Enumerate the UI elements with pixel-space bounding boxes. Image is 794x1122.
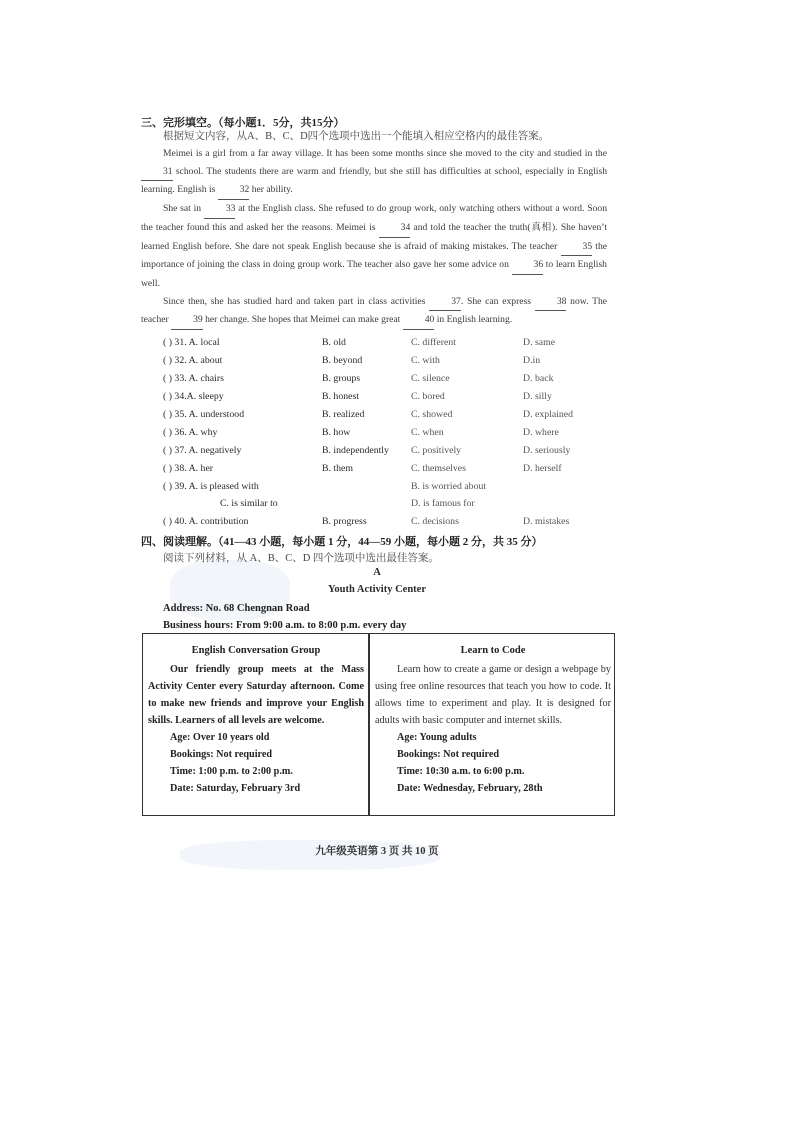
option-cell: B. honest [322, 391, 360, 402]
option-cell: D. is famous for [411, 498, 475, 509]
blank-number: 33 [204, 200, 236, 219]
passage-text: to learn English well. [141, 259, 607, 289]
option-row [163, 481, 603, 498]
option-cell: ( ) 36. A. why [163, 427, 218, 438]
passage-text: at the English class. She refused to do group work, only watching others without a word. Soon the teacher found this and asked her the reasons. Meimei is [141, 203, 607, 233]
option-row [163, 409, 603, 426]
passage-text: Meimei is a girl from a far away village. It has been some months since she moved to the city and studied in the [163, 148, 607, 159]
option-cell: B. beyond [322, 355, 363, 366]
section-3-instruction: 根据短文内容，从A、B、C、D四个选项中选出一个能填入相应空格内的最佳答案。 [163, 131, 550, 142]
english-conversation-body: Our friendly group meets at the Mass Activity Center every Saturday afternoon. Come to make new friends and improve your English skills. Learners of all levels are welcome. [148, 664, 364, 726]
option-row [163, 498, 603, 515]
passage-paragraph [141, 200, 607, 293]
address: Address: No. 68 Chengnan Road [163, 603, 310, 614]
learn-to-code-time: Time: 10:30 a.m. to 6:00 p.m. [397, 766, 525, 777]
option-row [163, 373, 603, 390]
business-hours: Business hours: From 9:00 a.m. to 8:00 p.m. every day [163, 620, 407, 631]
option-row [163, 391, 603, 408]
blank-number: 40 [403, 311, 435, 330]
section-4-instruction: 阅读下列材料，从 A、B、C、D 四个选项中选出最佳答案。 [163, 553, 439, 564]
option-cell: C. bored [411, 391, 445, 402]
blank-number: 37 [429, 293, 461, 312]
option-cell: B. groups [322, 373, 361, 384]
learn-to-code-column [375, 642, 611, 797]
blank-number: 34 [379, 219, 411, 238]
option-cell: B. old [322, 337, 346, 348]
blank-number: 35 [561, 238, 593, 257]
option-cell: C. with [411, 355, 440, 366]
option-cell: B. them [322, 463, 354, 474]
option-cell: ( ) 37. A. negatively [163, 445, 242, 456]
english-conversation-time: Time: 1:00 p.m. to 2:00 p.m. [170, 766, 293, 777]
option-cell: ( ) 32. A. about [163, 355, 223, 366]
option-cell: D. explained [523, 409, 574, 420]
passage-text: and told the teacher the truth(真相). She haven’t learned English before. She dare not speak English because she is afraid of making mistakes. The teacher [141, 221, 607, 252]
learn-to-code-age: Age: Young adults [397, 732, 477, 743]
blank-number: 32 [218, 181, 250, 200]
option-cell: ( ) 34.A. sleepy [163, 391, 224, 402]
option-row [163, 445, 603, 462]
option-cell: D. seriously [523, 445, 571, 456]
option-cell: B. progress [322, 516, 367, 527]
blank-number: 38 [535, 293, 567, 312]
passage-text: her change. She hopes that Meimei can make great [202, 314, 403, 326]
blank-number: 39 [171, 311, 203, 330]
option-cell: D. where [523, 427, 559, 438]
section-4-title: 四、阅读理解。（41—43 小题，每小题 1 分，44—59 小题，每小题 2 分，共 35 分） [141, 536, 543, 548]
option-row [163, 337, 603, 354]
option-cell: ( ) 39. A. is pleased with [163, 481, 259, 492]
english-conversation-age: Age: Over 10 years old [170, 732, 270, 743]
passage-label: A [373, 567, 381, 578]
section-3-title: 三、完形填空。（每小题1．5分，共15分） [141, 117, 345, 129]
option-cell: C. positively [411, 445, 462, 456]
passage-text: her ability. [249, 184, 293, 196]
english-conversation-column [148, 642, 364, 797]
option-cell: D. same [523, 337, 556, 348]
option-cell: B. realized [322, 409, 365, 420]
option-row [163, 427, 603, 444]
blank-number: 36 [512, 256, 544, 275]
learn-to-code-heading: Learn to Code [460, 645, 526, 656]
passage-text: now. The teacher [141, 295, 608, 326]
option-cell: ( ) 33. A. chairs [163, 373, 224, 384]
center-name: Youth Activity Center [328, 584, 426, 595]
passage-text: school. The students there are warm and friendly, but she still has difficulties at school, especially in English learning. English is [141, 165, 607, 196]
option-cell: ( ) 31. A. local [163, 337, 220, 348]
cloze-passage [141, 145, 607, 330]
option-cell: C. when [411, 427, 444, 438]
option-cell: B. independently [322, 445, 389, 456]
activity-table [142, 633, 615, 816]
option-row [163, 355, 603, 372]
option-row [163, 463, 603, 480]
option-cell: C. silence [411, 373, 450, 384]
learn-to-code-date: Date: Wednesday, February, 28th [397, 783, 543, 794]
option-cell: ( ) 35. A. understood [163, 409, 245, 420]
passage-paragraph [141, 293, 607, 330]
option-cell: D. herself [523, 463, 562, 474]
option-cell: C. is similar to [220, 498, 278, 509]
option-cell: D. silly [523, 391, 552, 402]
option-cell: B. is worried about [411, 481, 487, 492]
english-conversation-date: Date: Saturday, February 3rd [170, 783, 301, 794]
option-cell: C. themselves [411, 463, 466, 474]
option-cell: B. how [322, 427, 351, 438]
english-conversation-heading: English Conversation Group [191, 645, 321, 656]
passage-text: in English learning. [434, 314, 513, 326]
learn-to-code-body: Learn how to create a game or design a webpage by using free online resources that teach you how to code. It allows time to experiment and play. It is designed for adults with basic computer and internet skills. [375, 664, 611, 726]
option-cell: D. mistakes [523, 516, 570, 527]
passage-text: She sat in [163, 203, 204, 215]
passage-text: . She can express [460, 295, 535, 307]
page-footer: 九年级英语第 3 页 共 10 页 [315, 846, 439, 857]
option-cell: ( ) 38. A. her [163, 463, 214, 474]
passage-text: Since then, she has studied hard and taken part in class activities [163, 295, 430, 307]
option-cell: C. decisions [411, 516, 459, 527]
option-cell: ( ) 40. A. contribution [163, 516, 249, 527]
option-row [163, 516, 603, 533]
english-conversation-bookings: Bookings: Not required [170, 749, 273, 760]
passage-paragraph [141, 145, 607, 200]
passage-text: the importance of joining the class in doing group work. The teacher also gave her some advice on [141, 240, 608, 271]
option-cell: C. showed [411, 409, 453, 420]
learn-to-code-bookings: Bookings: Not required [397, 749, 500, 760]
blank-number: 31 [141, 163, 173, 182]
option-cell: C. different [411, 337, 456, 348]
option-cell: D.in [523, 355, 541, 366]
table-divider [368, 634, 370, 815]
option-cell: D. back [523, 373, 554, 384]
